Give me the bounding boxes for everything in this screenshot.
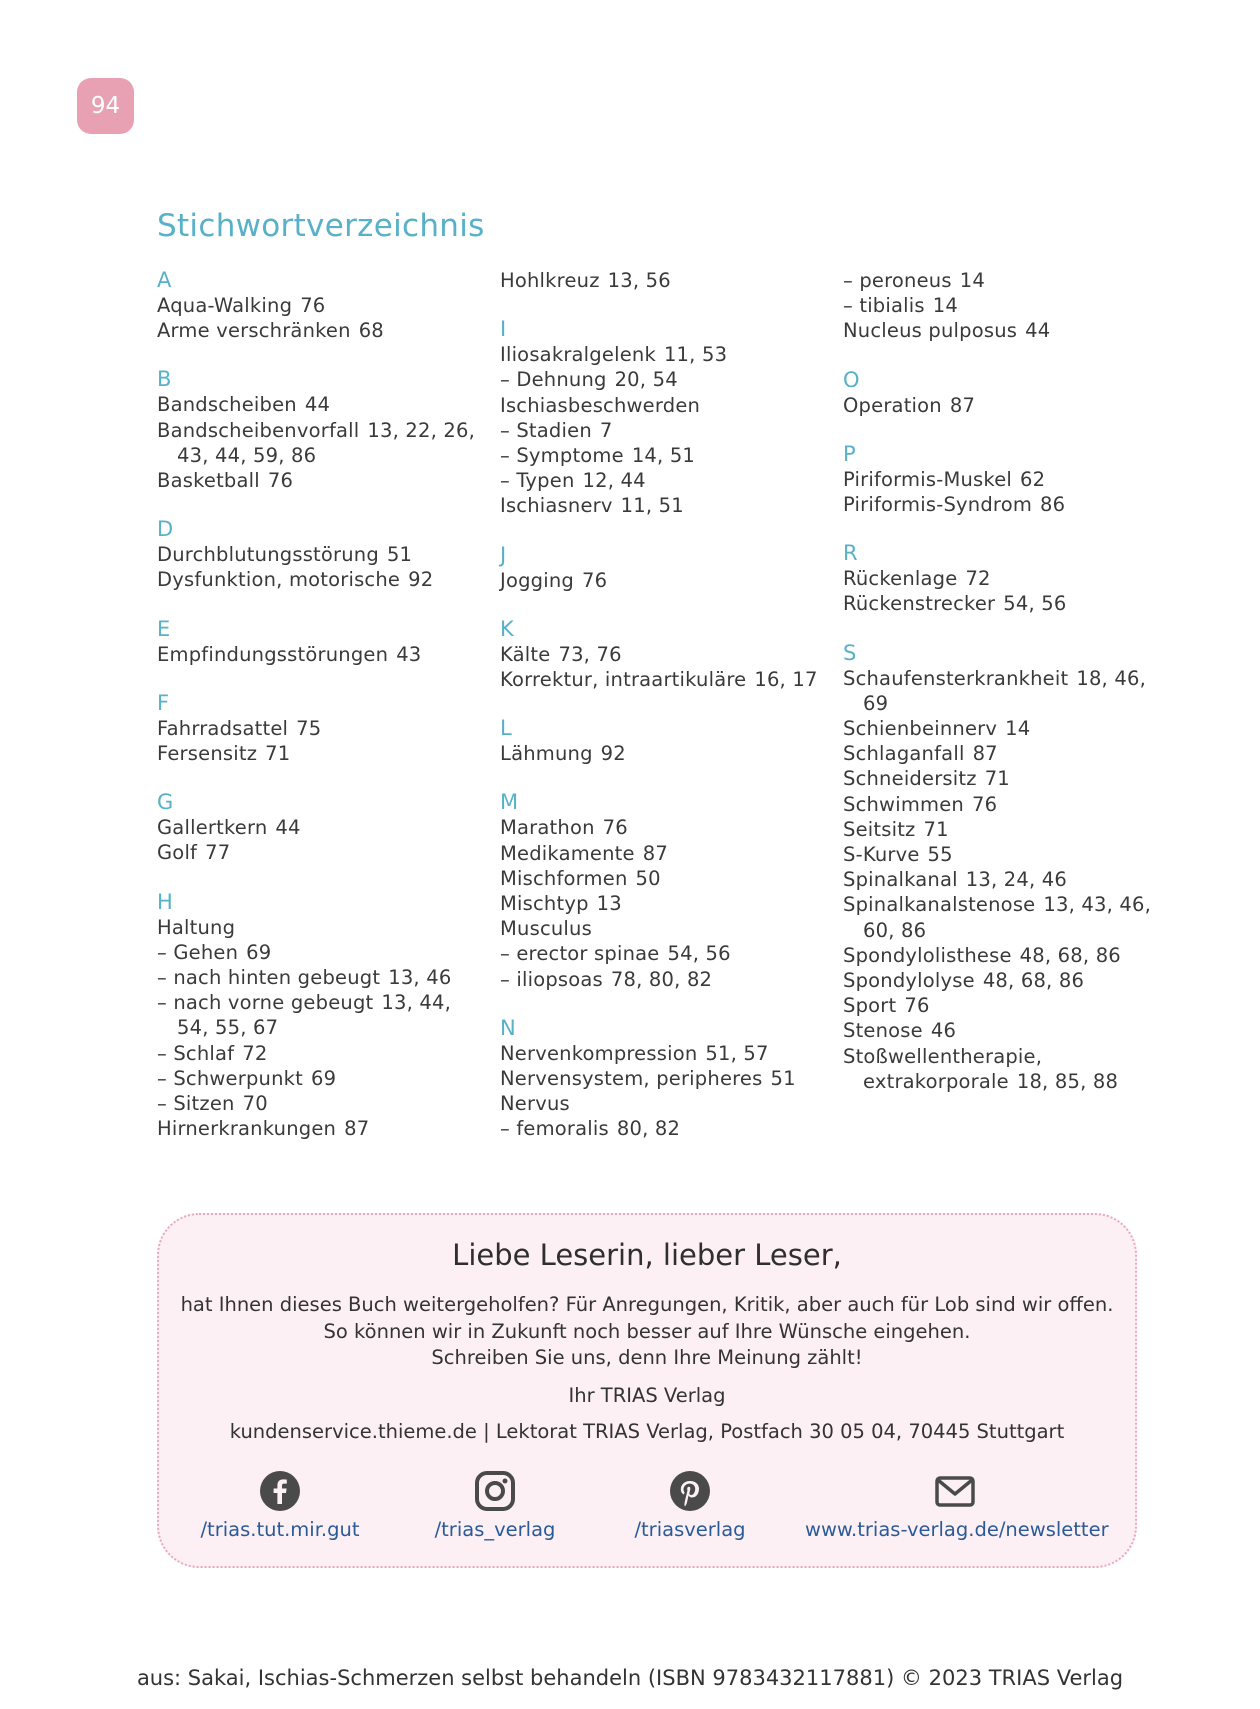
index-entry: Kälte 73, 76 (500, 642, 622, 666)
index-entry: Spondylolyse 48, 68, 86 (843, 969, 1085, 993)
facebook-link[interactable]: /trias.tut.mir.gut (190, 1470, 370, 1541)
index-entry: Haltung (157, 915, 236, 939)
index-subentry: – iliopsoas 78, 80, 82 (500, 967, 713, 991)
index-entry-continued: 43, 44, 59, 86 (177, 443, 317, 467)
index-entry: Schwimmen 76 (843, 792, 998, 816)
index-subentry: – Typen 12, 44 (500, 469, 646, 493)
index-letter: L (500, 716, 512, 741)
source-footer: aus: Sakai, Ischias-Schmerzen selbst behandeln (ISBN 9783432117881) © 2023 TRIAS Verlag (136, 1666, 1124, 1690)
index-letter: K (500, 616, 514, 641)
index-entry: Nervenkompression 51, 57 (500, 1041, 769, 1065)
pinterest-icon (669, 1470, 711, 1512)
index-letter: G (157, 790, 174, 815)
mail-icon (934, 1470, 976, 1512)
index-letter: O (843, 367, 860, 392)
index-entry: Spinalkanalstenose 13, 43, 46, (843, 893, 1152, 917)
index-entry-continued: 69 (863, 691, 889, 715)
index-letter: N (500, 1015, 516, 1040)
index-entry: S-Kurve 55 (843, 843, 953, 867)
index-entry: Basketball 76 (157, 469, 294, 493)
index-subentry: – Dehnung 20, 54 (500, 368, 678, 392)
index-column-2 (500, 268, 830, 1142)
index-entry: Fersensitz 71 (157, 742, 291, 766)
page-number: 94 (77, 78, 134, 134)
index-subentry: – nach vorne gebeugt 13, 44, (157, 991, 451, 1015)
index-letter: H (157, 889, 173, 914)
index-entry: Musculus (500, 917, 592, 941)
index-entry: Nucleus pulposus 44 (843, 319, 1051, 343)
index-entry: Operation 87 (843, 393, 976, 417)
index-entry: Bandscheiben 44 (157, 393, 331, 417)
index-entry: Mischformen 50 (500, 866, 661, 890)
instagram-icon (474, 1470, 516, 1512)
index-letter: S (843, 640, 857, 665)
index-entry: Schaufensterkrankheit 18, 46, (843, 666, 1146, 690)
index-subentry: – Symptome 14, 51 (500, 444, 696, 468)
index-entry: Seitsitz 71 (843, 817, 949, 841)
index-entry: Arme verschränken 68 (157, 319, 384, 343)
index-letter: D (157, 517, 174, 542)
index-entry: Dysfunktion, motorische 92 (157, 568, 434, 592)
index-letter: P (843, 441, 856, 466)
index-entry: Stenose 46 (843, 1019, 957, 1043)
index-entry: Ischiasbeschwerden (500, 393, 701, 417)
index-entry: Durchblutungsstörung 51 (157, 543, 413, 567)
index-entry: Empfindungsstörungen 43 (157, 642, 422, 666)
index-letter: J (500, 542, 507, 567)
index-entry: Stoßwellentherapie, (843, 1044, 1043, 1068)
index-subentry: – tibialis 14 (843, 294, 958, 318)
index-entry-continued: 54, 55, 67 (177, 1016, 279, 1040)
index-entry: Fahrradsattel 75 (157, 716, 322, 740)
index-entry: Hohlkreuz 13, 56 (500, 269, 671, 292)
index-entry: Aqua-Walking 76 (157, 294, 326, 317)
index-entry: Korrektur, intraartikuläre 16, 17 (500, 668, 818, 692)
index-entry: Ischiasnerv 11, 51 (500, 494, 684, 518)
index-entry: Nervensystem, peripheres 51 (500, 1067, 796, 1091)
index-subentry: – Schlaf 72 (157, 1041, 268, 1065)
index-entry: Jogging 76 (500, 568, 608, 592)
index-subentry: – Stadien 7 (500, 418, 613, 442)
index-letter: B (157, 367, 172, 392)
index-column-3 (843, 268, 1152, 1094)
index-subentry: – Schwerpunkt 69 (157, 1066, 337, 1090)
index-letter: E (157, 616, 171, 641)
index-subentry: – Sitzen 70 (157, 1092, 268, 1116)
newsletter-link[interactable]: www.trias-verlag.de/newsletter (805, 1470, 1105, 1541)
index-entry: Marathon 76 (500, 816, 628, 840)
index-entry: Schienbeinnerv 14 (843, 717, 1031, 741)
index-entry: Schneidersitz 71 (843, 767, 1010, 791)
index-entry: Bandscheibenvorfall 13, 22, 26, (157, 418, 476, 442)
index-subentry: – erector spinae 54, 56 (500, 942, 731, 966)
index-entry: Schlaganfall 87 (843, 742, 998, 766)
pinterest-link[interactable]: /triasverlag (615, 1470, 765, 1541)
index-subentry: – peroneus 14 (843, 269, 985, 292)
index-letter: M (500, 790, 519, 815)
index-subentry: – femoralis 80, 82 (500, 1117, 681, 1141)
index-entry: Medikamente 87 (500, 841, 668, 865)
facebook-icon (259, 1470, 301, 1512)
index-subentry: – nach hinten gebeugt 13, 46 (157, 966, 452, 990)
index-entry: Spondylolisthese 48, 68, 86 (843, 943, 1121, 967)
page-title: Stichwortverzeichnis (157, 208, 485, 244)
index-entry: Rückenstrecker 54, 56 (843, 592, 1067, 616)
index-letter: I (500, 317, 507, 342)
index-subentry: – Gehen 69 (157, 940, 272, 964)
index-entry: Piriformis-Muskel 62 (843, 467, 1046, 491)
index-letter: F (157, 690, 170, 715)
index-entry: Hirnerkrankungen 87 (157, 1117, 370, 1141)
index-entry: Lähmung 92 (500, 742, 626, 766)
box-heading: Liebe Leserin, lieber Leser, (452, 1238, 842, 1272)
index-entry: Golf 77 (157, 841, 231, 865)
index-entry-continued: extrakorporale 18, 85, 88 (863, 1069, 1119, 1093)
index-entry: Iliosakralgelenk 11, 53 (500, 343, 728, 367)
index-entry: Piriformis-Syndrom 86 (843, 493, 1066, 517)
index-letter: A (157, 268, 172, 292)
index-entry: Sport 76 (843, 994, 930, 1018)
box-contact: kundenservice.thieme.de | Lektorat TRIAS Verlag, Postfach 30 05 04, 70445 Stuttgart (229, 1419, 1065, 1443)
index-entry: Spinalkanal 13, 24, 46 (843, 868, 1067, 892)
index-entry: Mischtyp 13 (500, 892, 622, 916)
box-signature: Ihr TRIAS Verlag (568, 1383, 726, 1407)
box-text: hat Ihnen dieses Buch weitergeholfen? Für Anregungen, Kritik, aber auch für Lob sind wir offen. So können wir in Zukunft noch besser auf Ihre Wünsche eingehen. Schreiben Sie uns, denn Ihre Meinung zählt! (180, 1293, 1114, 1369)
index-letter: R (843, 541, 858, 566)
index-column-1 (157, 268, 487, 1141)
index-entry-continued: 60, 86 (863, 918, 927, 942)
instagram-link[interactable]: /trias_verlag (420, 1470, 570, 1541)
index-entry: Rückenlage 72 (843, 567, 991, 591)
index-entry: Gallertkern 44 (157, 816, 301, 840)
index-entry: Nervus (500, 1092, 570, 1116)
